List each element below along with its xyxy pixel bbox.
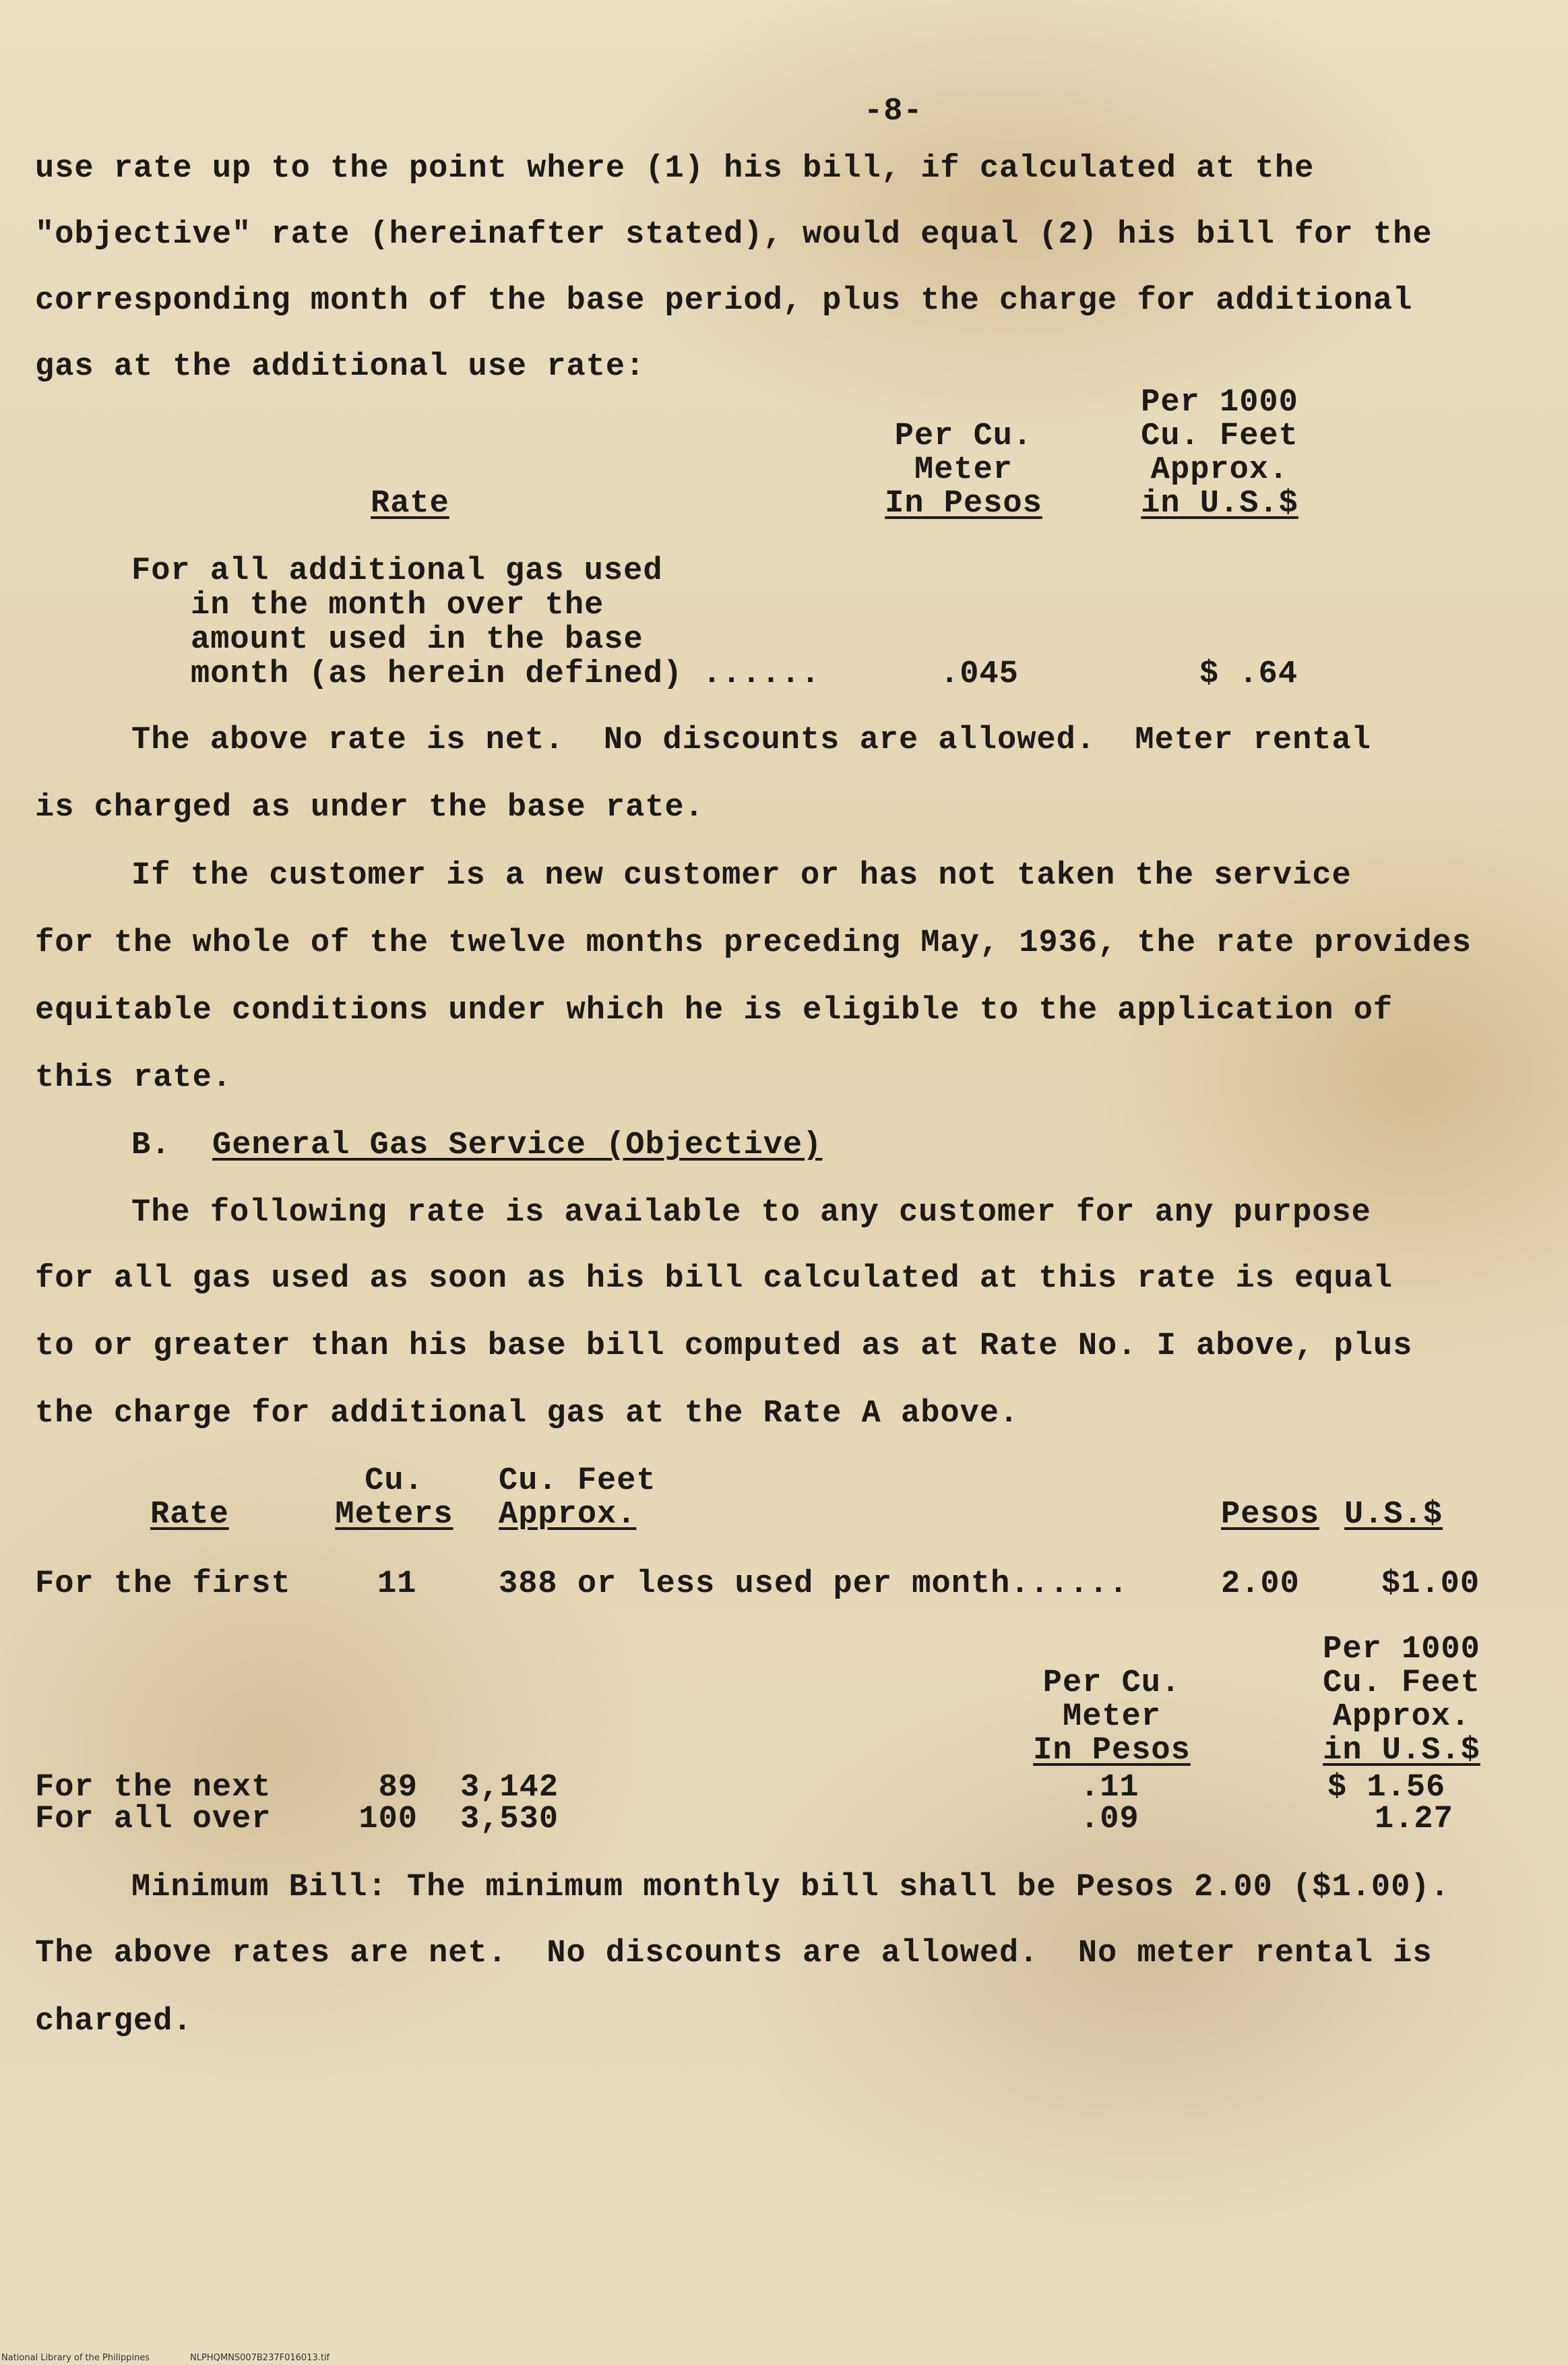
t2-first-row-label: For the first	[35, 1566, 291, 1602]
t2-row-2-meters: 100	[358, 1802, 418, 1837]
minimum-bill-line-1: Minimum Bill: The minimum monthly bill shall be Pesos 2.00 ($1.00).	[131, 1870, 1450, 1905]
t1-row-line-3: amount used in the base	[191, 622, 644, 658]
t2-per1000-header-2: Cu. Feet	[1323, 1665, 1480, 1701]
following-line-2: for all gas used as soon as his bill calculated at this rate is equal	[35, 1261, 1393, 1297]
following-line-1: The following rate is available to any customer for any purpose	[131, 1195, 1371, 1231]
t1-row-line-4: month (as herein defined) ......	[191, 656, 821, 692]
t2-row-2-feet: 3,530	[460, 1802, 559, 1837]
t2-row-2-label: For all over	[35, 1802, 272, 1837]
t2-percu-header-1: Per Cu.	[1042, 1665, 1181, 1701]
t2-first-row-desc: 388 or less used per month......	[499, 1566, 1129, 1602]
t2-percu-header-2: Meter	[1062, 1699, 1162, 1735]
t1-usd-header-2: Cu. Feet	[1141, 419, 1298, 454]
t2-row-2-pesos: .09	[1080, 1802, 1139, 1837]
footer-library: National Library of the Philippines	[1, 2353, 150, 2363]
minimum-bill-line-3: charged.	[35, 2004, 193, 2039]
t2-first-row-pesos: 2.00	[1221, 1566, 1300, 1602]
t1-rate-header: Rate	[371, 486, 449, 522]
minimum-bill-line-2: The above rates are net. No discounts are allowed. No meter rental is	[35, 1936, 1433, 1971]
t2-per1000-header-3: Approx.	[1332, 1699, 1471, 1735]
t2-row-1-meters: 89	[378, 1770, 418, 1806]
t2-cu-feet-header-1: Cu. Feet	[499, 1463, 656, 1499]
t1-pesos-header-2: Meter	[914, 452, 1013, 488]
t2-row-1-feet: 3,142	[460, 1770, 559, 1806]
t2-cu-meters-header-1: Cu.	[365, 1463, 424, 1499]
new-customer-line-3: equitable conditions under which he is eligible to the application of	[35, 993, 1393, 1028]
t2-usd-header: U.S.$	[1344, 1497, 1443, 1533]
t1-usd-value: $ .64	[1199, 656, 1298, 692]
new-customer-line-2: for the whole of the twelve months preceding May, 1936, the rate provides	[35, 925, 1472, 961]
t2-first-row-usd: $1.00	[1381, 1566, 1480, 1602]
section-b-title: General Gas Service (Objective)	[212, 1128, 823, 1163]
t2-percu-header-3: In Pesos	[1033, 1733, 1191, 1769]
intro-line-4: gas at the additional use rate:	[35, 349, 646, 385]
t1-row-line-2: in the month over the	[191, 588, 604, 623]
net-para-line-2: is charged as under the base rate.	[35, 790, 704, 826]
t2-row-1-label: For the next	[35, 1770, 272, 1806]
net-para-line-1: The above rate is net. No discounts are allowed. Meter rental	[131, 723, 1371, 758]
t2-per1000-header-1: Per 1000	[1323, 1632, 1480, 1667]
t2-row-2-usd: 1.27	[1375, 1802, 1453, 1837]
t1-pesos-header-3: In Pesos	[885, 486, 1042, 522]
new-customer-line-4: this rate.	[35, 1060, 232, 1096]
t2-first-row-meters: 11	[377, 1566, 417, 1602]
t2-row-1-usd: $ 1.56	[1327, 1770, 1446, 1806]
t2-cu-meters-header-2: Meters	[335, 1497, 453, 1533]
t1-usd-header-4: in U.S.$	[1141, 486, 1298, 522]
t2-row-1-pesos: .11	[1080, 1770, 1139, 1806]
intro-line-3: corresponding month of the base period, plus the charge for additional	[35, 283, 1413, 319]
t1-pesos-value: .045	[940, 656, 1019, 692]
intro-line-1: use rate up to the point where (1) his bill, if calculated at the	[35, 151, 1315, 187]
t2-per1000-header-4: in U.S.$	[1323, 1733, 1480, 1769]
t2-rate-header: Rate	[150, 1497, 229, 1533]
following-line-4: the charge for additional gas at the Rate A above.	[35, 1396, 1020, 1432]
footer-file: NLPHQMNS007B237F016013.tif	[190, 2353, 330, 2363]
following-line-3: to or greater than his base bill computed as at Rate No. I above, plus	[35, 1328, 1413, 1364]
section-b-letter: B.	[131, 1128, 171, 1163]
t1-usd-header-3: Approx.	[1150, 452, 1289, 488]
new-customer-line-1: If the customer is a new customer or has not taken the service	[131, 858, 1352, 894]
scan-footer	[1, 2353, 370, 2363]
t2-cu-feet-header-2: Approx.	[499, 1497, 637, 1533]
t1-row-line-1: For all additional gas used	[131, 553, 663, 589]
page-number: -8-	[864, 94, 923, 129]
t1-pesos-header-1: Per Cu.	[894, 419, 1033, 454]
intro-line-2: "objective" rate (hereinafter stated), would equal (2) his bill for the	[35, 217, 1433, 253]
t1-usd-header-1: Per 1000	[1141, 385, 1298, 421]
t2-pesos-header: Pesos	[1221, 1497, 1320, 1533]
